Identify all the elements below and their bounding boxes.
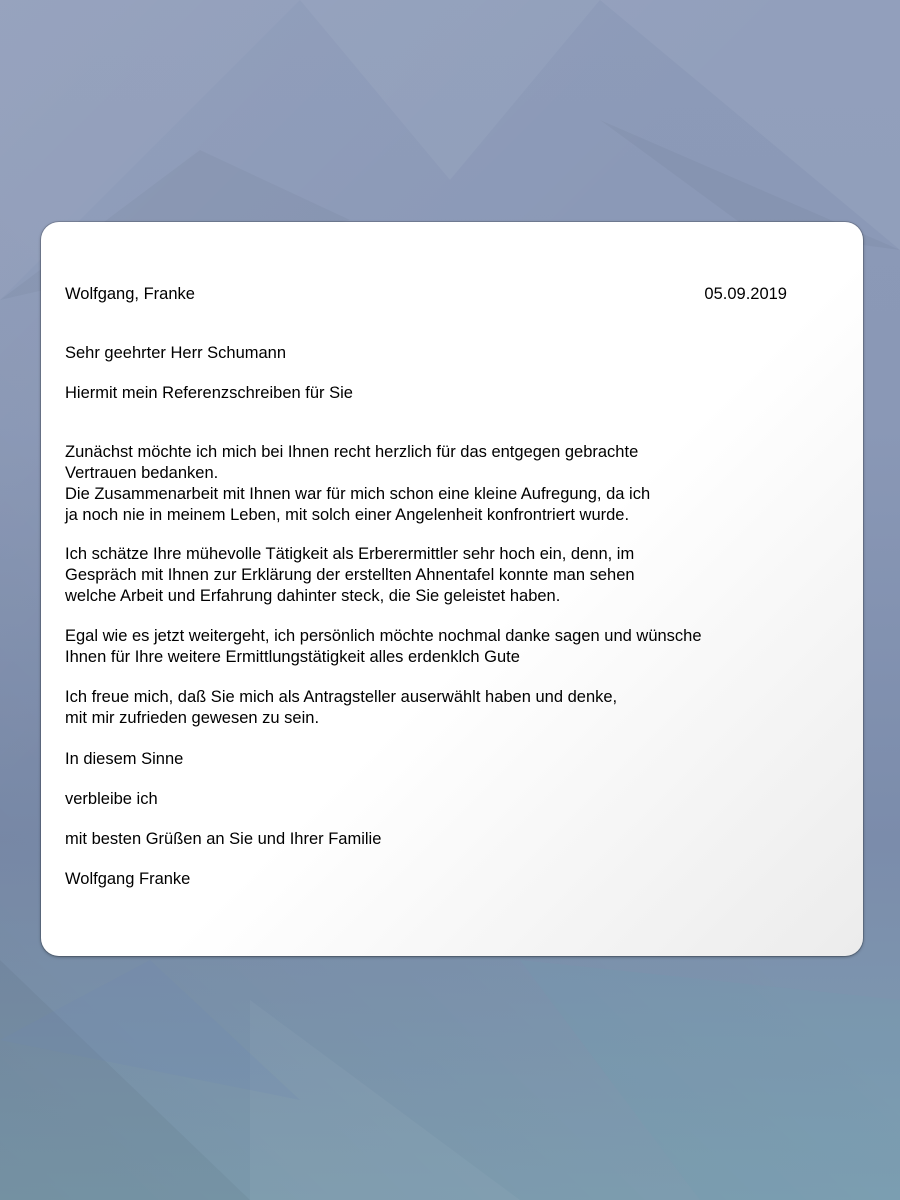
paragraph-1: Zunächst möchte ich mich bei Ihnen recht herzlich für das entgegen gebrachte Vertrauen bedanken. Die Zusammenarbeit mit Ihnen war für mich schon eine kleine Aufregung, da ich ja noch nie in meinem Leben, mit solch einer Angelenheit konfrontriert wurde. <box>65 443 651 524</box>
paragraph-4: Ich freue mich, daß Sie mich als Antragsteller auserwählt haben und denke, mit mir zufrieden gewesen zu sein. <box>65 688 618 727</box>
paragraph-3: Egal wie es jetzt weitergeht, ich persönlich möchte nochmal danke sagen und wünsche Ihnen für Ihre weitere Ermittlungstätigkeit alles erdenklch Gute <box>65 627 702 666</box>
paragraph-2: Ich schätze Ihre mühevolle Tätigkeit als Erberermittler sehr hoch ein, denn, im Gespräch mit Ihnen zur Erklärung der erstellten Ahnentafel konnte man sehen welche Arbeit und Erfahrung dahinter steck, die Sie geleistet haben. <box>65 545 635 605</box>
letter-card <box>41 222 863 956</box>
salutation: Sehr geehrter Herr Schumann <box>65 344 287 362</box>
closing-line-1: In diesem Sinne <box>65 750 184 768</box>
sender-name: Wolfgang, Franke <box>65 285 195 303</box>
subject-line: Hiermit mein Referenzschreiben für Sie <box>65 384 353 402</box>
closing-line-2: verbleibe ich <box>65 790 158 808</box>
closing-line-3: mit besten Grüßen an Sie und Ihrer Familie <box>65 830 382 848</box>
letter-date: 05.09.2019 <box>704 285 787 303</box>
signature: Wolfgang Franke <box>65 870 191 888</box>
